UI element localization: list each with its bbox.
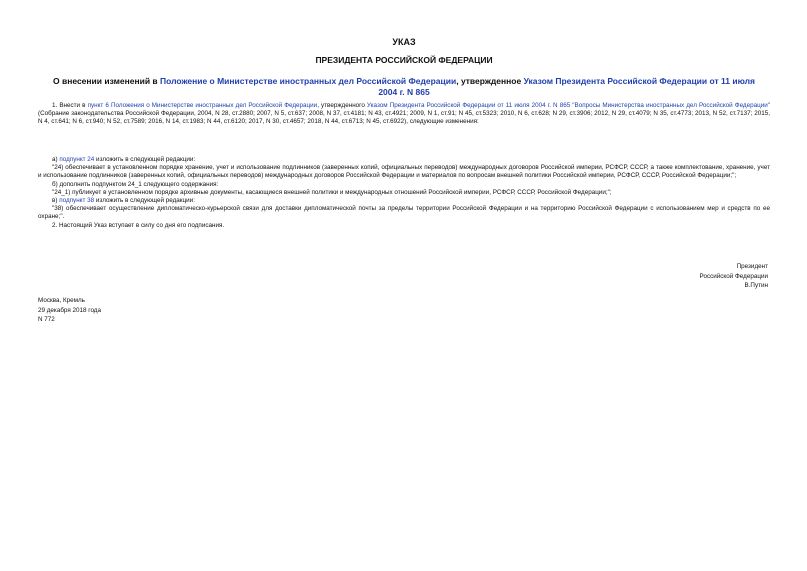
item-b: б) дополнить подпунктом 24_1 следующего содержания: bbox=[52, 180, 219, 188]
document-type: УКАЗ bbox=[392, 37, 416, 47]
signature-country: Российской Федерации bbox=[699, 272, 768, 280]
paragraph-1-text-b: , утвержденного bbox=[317, 102, 367, 109]
document-issuer: ПРЕЗИДЕНТА РОССИЙСКОЙ ФЕДЕРАЦИИ bbox=[315, 55, 493, 65]
item-a-rest: изложить в следующей редакции: bbox=[94, 156, 196, 163]
paragraph-1-text-c: (Собрание законодательства Российской Федерации, 2004, N 28, ст.2880; 2007, N 5, ст.637; 2008, N 37, ст.4181; N 43, ст.4921; 2009, N 1, ст.91; N 45, ст.5323; 2010, N 6, ст.628; N 29, ст.3906; 2012, N 29, ст.4079; N 35, ст.4773; 2013, N 52, ст.7137; 2015, N 4, ст.641; N 6, ст.940; N 52, ст.7589; 2016, N 14, ст.1983; N 44, ст.6120; 2017, N 30, ст.4657; 2018, N 44, ст.6713; N 45, ст.6922), следующие изменения: bbox=[38, 110, 770, 126]
title-link-decree[interactable]: Указом Президента Российской Федерации от 11 июля 2004 г. N 865 bbox=[378, 76, 755, 97]
item-c-text: "38) обеспечивает осуществление дипломатическо-курьерской связи для доставки дипломатической почты за пределы территории Российской Федерации и на территорию Российской Федерации с использованием мер и средств по ее охране;". bbox=[38, 205, 770, 221]
document-date: 29 декабря 2018 года bbox=[38, 306, 101, 314]
signature-title: Президент bbox=[736, 263, 768, 270]
item-c bbox=[38, 197, 770, 205]
item-a-prefix: а) bbox=[52, 156, 60, 163]
item-a bbox=[38, 156, 770, 164]
title-link-regulation[interactable]: Положение о Министерстве иностранных дел Российской Федерации bbox=[160, 76, 457, 86]
amendments-list bbox=[38, 156, 770, 230]
place-city: Москва, Кремль bbox=[38, 297, 85, 304]
item-b-text: "24_1) публикует в установленном порядке архивные документы, касающиеся внешней политики и международных отношений Российской империи, РСФСР, СССР, Российской Федерации;"; bbox=[52, 188, 612, 196]
document-title bbox=[48, 76, 760, 98]
link-subpoint-38[interactable]: подпункт 38 bbox=[59, 197, 95, 205]
signature-block bbox=[700, 262, 768, 291]
link-subpoint-24[interactable]: подпункт 24 bbox=[59, 156, 95, 163]
signature-name: В.Путин bbox=[744, 282, 768, 289]
title-middle: , утвержденное bbox=[456, 76, 524, 86]
place-date-block bbox=[38, 296, 101, 325]
link-decree-865[interactable]: Указом Президента Российской Федерации от 11 июля 2004 г. N 865 "Вопросы Министерства иностранных дел Российской Федерации" bbox=[366, 102, 770, 109]
paragraph-1-text-a: 1. Внести в bbox=[52, 102, 88, 109]
title-prefix: О внесении изменений в bbox=[53, 76, 160, 86]
link-point-6[interactable]: пункт 6 Положения о Министерстве иностранных дел Российской Федерации bbox=[87, 102, 318, 109]
paragraph-1 bbox=[38, 102, 770, 127]
item-a-text: "24) обеспечивает в установленном порядке хранение, учет и использование подлинников (заверенных копий, официальных переводов) международных договоров Российской империи, РСФСР, СССР, а также комплектование, хранение, учет и использование подлинников (заверенных копий, официальных переводов) международных договоров Российской Федерации и материалов по вопросам внешней политики Российской империи, РСФСР, СССР, Российской Федерации;"; bbox=[38, 164, 770, 180]
document-number: N 772 bbox=[38, 316, 55, 323]
paragraph-2: 2. Настоящий Указ вступает в силу со дня его подписания. bbox=[52, 221, 225, 229]
item-c-prefix: в) bbox=[52, 197, 60, 205]
item-c-rest: изложить в следующей редакции: bbox=[94, 197, 195, 205]
